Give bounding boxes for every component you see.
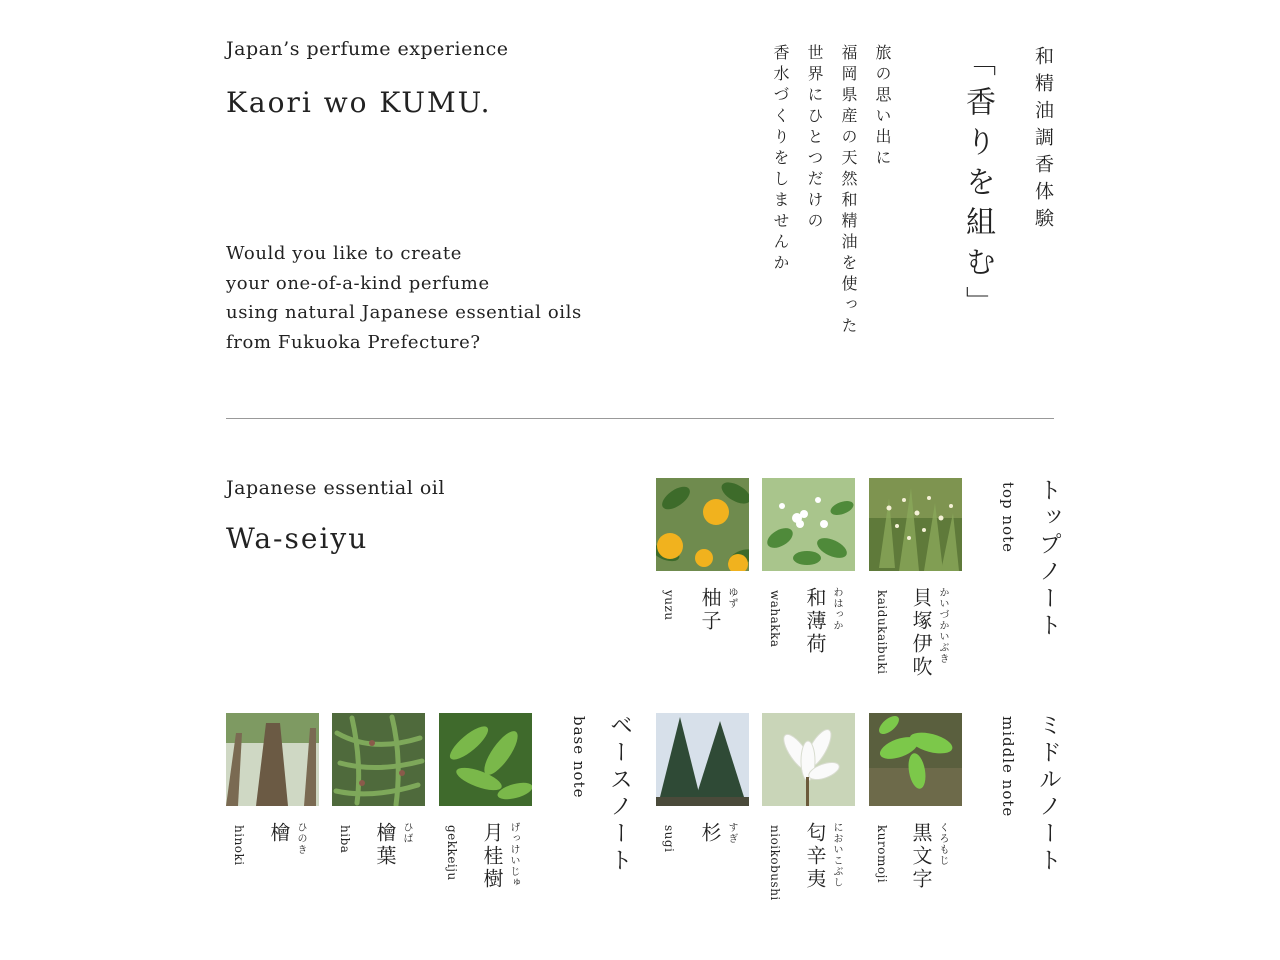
cedar-photo: [656, 713, 749, 806]
oil-furigana: かいづかいぶき: [937, 587, 948, 664]
mint-photo: [762, 478, 855, 571]
oil-romaji: kaidukaibuki: [875, 590, 889, 675]
oil-furigana: においこぶし: [831, 822, 842, 888]
section-divider: [226, 418, 1054, 419]
oil-romaji: sugi: [662, 825, 676, 853]
oil-romaji: yuzu: [662, 590, 676, 621]
intro-line: using natural Japanese essential oils: [226, 302, 582, 323]
jp-subtitle: 和精油調香体験: [1032, 46, 1054, 235]
kuromoji-photo: [869, 713, 962, 806]
intro-line: Would you like to create: [226, 243, 462, 264]
oil-romaji: gekkeiju: [445, 825, 459, 881]
intro-line: from Fukuoka Prefecture?: [226, 331, 481, 353]
base-note-label-jp: ベースノート: [606, 713, 632, 875]
oil-furigana: ひのき: [295, 822, 306, 855]
oil-furigana: わはっか: [831, 587, 842, 631]
laurel-photo: [439, 713, 532, 806]
top-note-label-en: top note: [999, 482, 1017, 554]
hero-title: Kaori wo KUMU.: [226, 86, 492, 119]
oil-furigana: ゆず: [726, 587, 737, 609]
intro-line: your one-of-a-kind perfume: [226, 272, 490, 294]
oil-name: 貝塚伊吹: [909, 587, 933, 679]
jp-body-line: 旅の思い出に: [873, 44, 892, 170]
oil-furigana: すぎ: [726, 822, 737, 844]
jp-body-line: 香水づくりをしませんか: [771, 44, 790, 275]
oil-romaji: nioikobushi: [768, 825, 782, 901]
yuzu-photo: [656, 478, 749, 571]
section-eyebrow: Japanese essential oil: [226, 477, 445, 499]
hero-intro: [226, 239, 582, 357]
magnolia-photo: [762, 713, 855, 806]
jp-body: [763, 44, 899, 364]
oil-name: 檜葉: [373, 822, 397, 868]
oil-name: 黒文字: [909, 822, 933, 891]
oil-furigana: げっけいじゅ: [508, 822, 519, 888]
oil-romaji: kuromoji: [875, 825, 889, 884]
section-title: Wa-seiyu: [226, 522, 369, 555]
oil-name: 杉: [698, 822, 722, 845]
oil-furigana: くろもじ: [937, 822, 948, 866]
hero-eyebrow: Japan’s perfume experience: [226, 38, 509, 60]
oil-romaji: wahakka: [768, 590, 782, 648]
jp-body-line: 世界にひとつだけの: [805, 44, 824, 233]
jp-title: 「香りを組む」: [960, 46, 995, 326]
oil-romaji: hinoki: [232, 825, 246, 866]
oil-name: 匂辛夷: [803, 822, 827, 891]
juniper-photo: [869, 478, 962, 571]
oil-name: 月桂樹: [480, 822, 504, 891]
base-note-label-en: base note: [570, 716, 588, 799]
oil-furigana: ひば: [401, 822, 412, 844]
jp-body-line: 福岡県産の天然和精油を使った: [839, 44, 858, 338]
oil-romaji: hiba: [338, 825, 352, 854]
top-note-label-jp: トップノート: [1035, 478, 1061, 640]
hiba-photo: [332, 713, 425, 806]
oil-name: 柚子: [698, 587, 722, 633]
hinoki-photo: [226, 713, 319, 806]
oil-name: 和薄荷: [803, 587, 827, 656]
middle-note-label-en: middle note: [999, 716, 1017, 818]
middle-note-label-jp: ミドルノート: [1035, 713, 1061, 875]
oil-name: 檜: [267, 822, 291, 845]
